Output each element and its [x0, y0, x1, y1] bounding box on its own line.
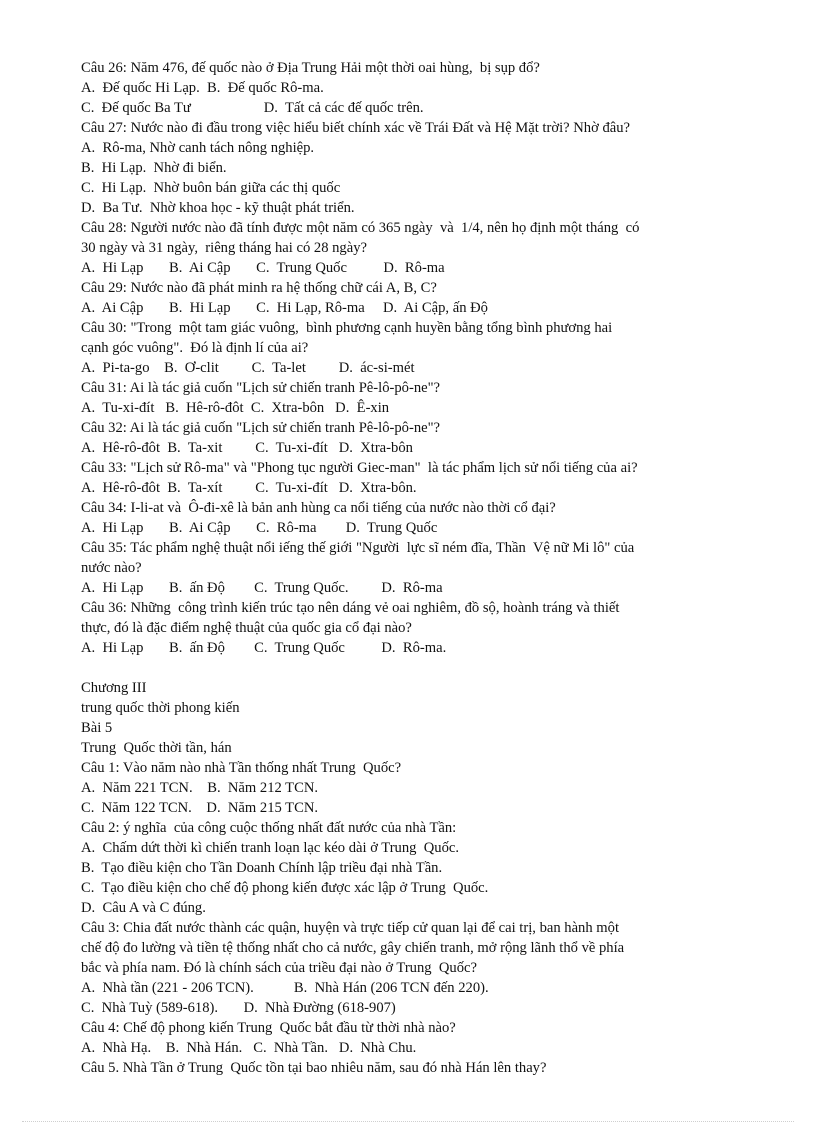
text-line: A. Hi Lạp B. ấn Độ C. Trung Quốc. D. Rô-ma: [81, 580, 443, 596]
text-line: Chương III: [81, 680, 147, 696]
text-line: Câu 32: Ai là tác giả cuốn "Lịch sử chiến tranh Pê-lô-pô-ne"?: [81, 420, 441, 436]
text-line: Câu 29: Nước nào đã phát minh ra hệ thống chữ cái A, B, C?: [81, 280, 437, 296]
text-line: Câu 35: Tác phẩm nghệ thuật nổi iếng thế giới "Người lực sĩ ném đĩa, Thần Vệ nữ Mi lô" của: [81, 540, 635, 556]
text-line: A. Chấm dứt thời kì chiến tranh loạn lạc kéo dài ở Trung Quốc.: [81, 840, 459, 856]
text-line: thực, đó là đặc điểm nghệ thuật của quốc gia cổ đại nào?: [81, 620, 412, 636]
page-bottom-rule: [22, 1121, 794, 1122]
blank-line: [81, 658, 781, 678]
text-line: bắc và phía nam. Đó là chính sách của triều đại nào ở Trung Quốc?: [81, 960, 477, 976]
text-line: A. Ai Cập B. Hi Lạp C. Hi Lạp, Rô-ma D. Ai Cập, ấn Độ: [81, 300, 488, 316]
text-line: B. Hi Lạp. Nhờ đi biển.: [81, 160, 227, 176]
text-line: Câu 33: "Lịch sử Rô-ma" và "Phong tục người Giec-man" là tác phẩm lịch sử nổi tiếng của ai?: [81, 460, 638, 476]
text-line: A. Rô-ma, Nhờ canh tách nông nghiệp.: [81, 140, 315, 156]
text-line: C. Năm 122 TCN. D. Năm 215 TCN.: [81, 800, 319, 816]
text-line: A. Hi Lạp B. ấn Độ C. Trung Quốc D. Rô-ma.: [81, 640, 447, 656]
text-line: chế độ đo lường và tiền tệ thống nhất cho cả nước, gây chiến tranh, mở rộng lãnh thổ về phía: [81, 940, 625, 956]
document-body: [81, 58, 781, 1078]
text-line: Câu 31: Ai là tác giả cuốn "Lịch sử chiến tranh Pê-lô-pô-ne"?: [81, 380, 441, 396]
text-line: A. Hi Lạp B. Ai Cập C. Rô-ma D. Trung Quốc: [81, 520, 438, 536]
text-line: C. Nhà Tuỳ (589-618). D. Nhà Đường (618-907): [81, 1000, 396, 1016]
text-line: Câu 2: ý nghĩa của công cuộc thống nhất đất nước của nhà Tần:: [81, 820, 457, 836]
text-line: A. Năm 221 TCN. B. Năm 212 TCN.: [81, 780, 319, 796]
text-line: Câu 36: Những công trình kiến trúc tạo nên dáng vẻ oai nghiêm, đồ sộ, hoành tráng và thiết: [81, 600, 620, 616]
text-line: Trung Quốc thời tần, hán: [81, 740, 232, 756]
text-line: C. Hi Lạp. Nhờ buôn bán giữa các thị quốc: [81, 180, 341, 196]
text-line: A. Tu-xi-đít B. Hê-rô-đôt C. Xtra-bôn D. Ê-xin: [81, 400, 390, 416]
text-line: A. Hê-rô-đôt B. Ta-xit C. Tu-xi-đít D. Xtra-bôn: [81, 440, 413, 456]
text-line: Câu 26: Năm 476, đế quốc nào ở Địa Trung Hải một thời oai hùng, bị sụp đổ?: [81, 60, 540, 76]
text-line: D. Câu A và C đúng.: [81, 900, 206, 916]
text-line: Câu 30: "Trong một tam giác vuông, bình phương cạnh huyền bằng tổng bình phương hai: [81, 320, 613, 336]
text-line: Câu 28: Người nước nào đã tính được một năm có 365 ngày và 1/4, nên họ định một tháng có: [81, 220, 640, 236]
text-line: A. Hi Lạp B. Ai Cập C. Trung Quốc D. Rô-ma: [81, 260, 445, 276]
text-line: A. Nhà Hạ. B. Nhà Hán. C. Nhà Tần. D. Nhà Chu.: [81, 1040, 417, 1056]
text-line: nước nào?: [81, 560, 142, 576]
text-line: Câu 4: Chế độ phong kiến Trung Quốc bắt đầu từ thời nhà nào?: [81, 1020, 456, 1036]
text-line: Câu 34: I-li-at và Ô-đi-xê là bản anh hùng ca nổi tiếng của nước nào thời cổ đại?: [81, 500, 556, 516]
text-line: Câu 5. Nhà Tần ở Trung Quốc tồn tại bao nhiêu năm, sau đó nhà Hán lên thay?: [81, 1060, 547, 1076]
text-line: Câu 1: Vào năm nào nhà Tần thống nhất Trung Quốc?: [81, 760, 402, 776]
text-line: B. Tạo điều kiện cho Tần Doanh Chính lập triều đại nhà Tần.: [81, 860, 443, 876]
text-line: D. Ba Tư. Nhờ khoa học - kỹ thuật phát triển.: [81, 200, 355, 216]
text-line: C. Đế quốc Ba Tư D. Tất cả các đế quốc trên.: [81, 100, 424, 116]
text-line: C. Tạo điều kiện cho chế độ phong kiến được xác lập ở Trung Quốc.: [81, 880, 489, 896]
text-line: cạnh góc vuông". Đó là định lí của ai?: [81, 340, 309, 356]
text-line: Câu 27: Nước nào đi đầu trong việc hiểu biết chính xác về Trái Đất và Hệ Mặt trời? Nhờ đâu?: [81, 120, 630, 136]
text-line: Câu 3: Chia đất nước thành các quận, huyện và trực tiếp cử quan lại để cai trị, ban hành một: [81, 920, 620, 936]
text-line: trung quốc thời phong kiến: [81, 700, 240, 716]
text-line: A. Pi-ta-go B. Ơ-clit C. Ta-let D. ác-si-mét: [81, 360, 415, 376]
text-line: A. Nhà tần (221 - 206 TCN). B. Nhà Hán (206 TCN đến 220).: [81, 980, 489, 996]
text-line: A. Hê-rô-đôt B. Ta-xít C. Tu-xi-đít D. Xtra-bôn.: [81, 480, 417, 496]
text-line: A. Đế quốc Hi Lạp. B. Đế quốc Rô-ma.: [81, 80, 324, 96]
text-line: Bài 5: [81, 720, 113, 736]
text-line: 30 ngày và 31 ngày, riêng tháng hai có 28 ngày?: [81, 240, 367, 256]
